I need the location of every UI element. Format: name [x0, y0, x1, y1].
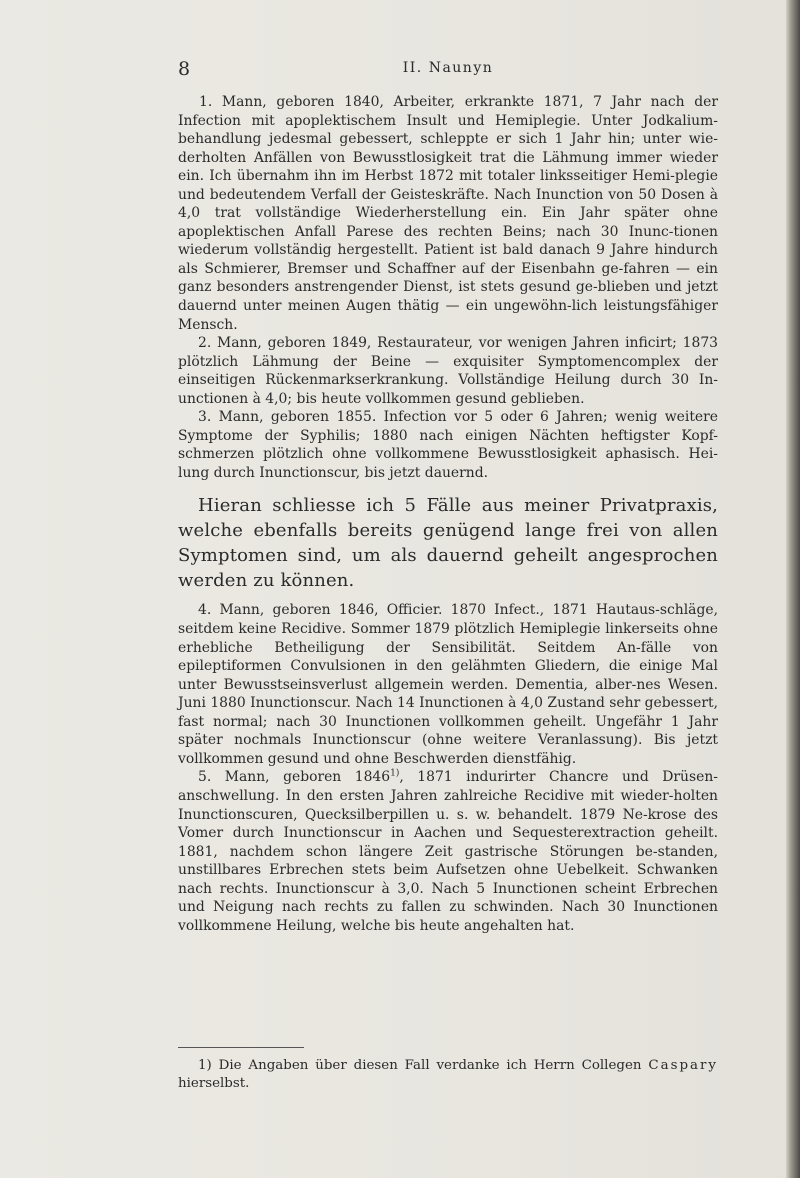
- case-paragraph-2: 2. Mann, geboren 1849, Restaurateur, vor wenigen Jahren inficirt; 1873 plötzlich Lähmung der Beine — exquisiter Symptomencomplex der einseitigen Rückenmarkserkrankung. Vollständige Heilung durch 30 In-unctionen à 4,0; bis heute vollkommen gesund geblieben.: [178, 335, 718, 407]
- case-paragraph-1: 1. Mann, geboren 1840, Arbeiter, erkrankte 1871, 7 Jahr nach der Infection mit apoplektischem Insult und Hemiplegie. Unter Jodkalium-behandlung jedesmal gebessert, schleppte er sich 1 Jahr hin; unter wie-derholten Anfällen von Bewusstlosigkeit trat die Lähmung immer wieder ein. Ich übernahm ihn im Herbst 1872 mit totaler linksseitiger Hemi-plegie und bedeutendem Verfall der Geisteskräfte. Nach Inunction von 50 Dosen à 4,0 trat vollständige Wiederherstellung ein. Ein Jahr später ohne apoplektischen Anfall Parese des rechten Beins; nach 30 Inunc-tionen wiederum vollständig hergestellt. Patient ist bald danach 9 Jahre hindurch als Schmierer, Bremser und Schaffner auf der Eisenbahn ge-fahren — ein ganz besonders anstrengender Dienst, ist stets gesund ge-blieben und jetzt dauernd unter meinen Augen thätig — ein ungewöhn-lich leistungsfähiger Mensch.: [178, 94, 718, 333]
- footnote-reference-number: 1: [390, 768, 396, 779]
- footnote-text: Die Angaben über diesen Fall verdanke ich Herrn Collegen: [218, 1058, 642, 1073]
- footnote-text-end: hierselbst.: [178, 1076, 250, 1091]
- footnote-reference: 1): [390, 768, 400, 779]
- page-edge-shadow: [786, 0, 800, 1178]
- footnote: [178, 1057, 718, 1093]
- case-paragraph-4: 4. Mann, geboren 1846, Officier. 1870 Infect., 1871 Hautaus-schläge, seitdem keine Recidive. Sommer 1879 plötzlich Hemiplegie linkerseits ohne erhebliche Betheiligung der Sensibilität. Seitdem An-fälle von epileptiformen Convulsionen in den gelähmten Gliedern, die einige Mal unter Bewusstseinsverlust allgemein werden. Dementia, alber-nes Wesen. Juni 1880 Inunctionscur. Nach 14 Inunctionen à 4,0 Zustand sehr gebessert, fast normal; nach 30 Inunctionen vollkommen geheilt. Ungefähr 1 Jahr später nochmals Inunctionscur (ohne weitere Veranlassung). Bis jetzt vollkommen gesund und ohne Beschwerden dienstfähig.: [178, 602, 718, 767]
- footnote-mark: 1): [198, 1058, 212, 1073]
- case-paragraph-5: [178, 768, 718, 935]
- case-paragraph-3: 3. Mann, geboren 1855. Infection vor 5 oder 6 Jahren; wenig weitere Symptome der Syphilis; 1880 nach einigen Nächten heftigster Kopf-schmerzen plötzlich ohne vollkommene Bewusstlosigkeit aphasisch. Hei-lung durch Inunctionscur, bis jetzt dauernd.: [178, 409, 718, 481]
- footnote-colleague-name: Caspary: [648, 1058, 718, 1073]
- footnote-paragraph: [178, 1057, 718, 1093]
- running-head: II. Naunyn: [402, 60, 494, 76]
- case-5-continuation: , 1871 indurirter Chancre und Drüsen-anschwellung. In den ersten Jahren zahlreiche Recidive mit wieder-holten Inunctionscuren, Quecksilberpillen u. s. w. behandelt. 1879 Ne-krose des Vomer durch Inunctionscur in Aachen und Sequesterextraction geheilt. 1881, nachdem schon längere Zeit gastrische Störungen be-standen, unstillbares Erbrechen stets beim Aufsetzen ohne Uebelkeit. Schwanken nach rechts. Inunctionscur à 3,0. Nach 5 Inunctionen scheint Erbrechen und Neigung nach rechts zu fallen zu schwinden. Nach 30 Inunctionen vollkommene Heilung, welche bis heute angehalten hat.: [178, 769, 718, 934]
- page-number: 8: [178, 58, 191, 80]
- body-text: [178, 93, 718, 935]
- case-5-opening: 5. Mann, geboren 1846: [198, 769, 391, 786]
- lead-statement: Hieran schliesse ich 5 Fälle aus meiner Privatpraxis, welche ebenfalls bereits genügend lange frei von allen Symptomen sind, um als dauernd geheilt angesprochen werden zu können.: [178, 495, 718, 592]
- footnote-divider: [178, 1047, 304, 1048]
- page-header: [178, 58, 718, 80]
